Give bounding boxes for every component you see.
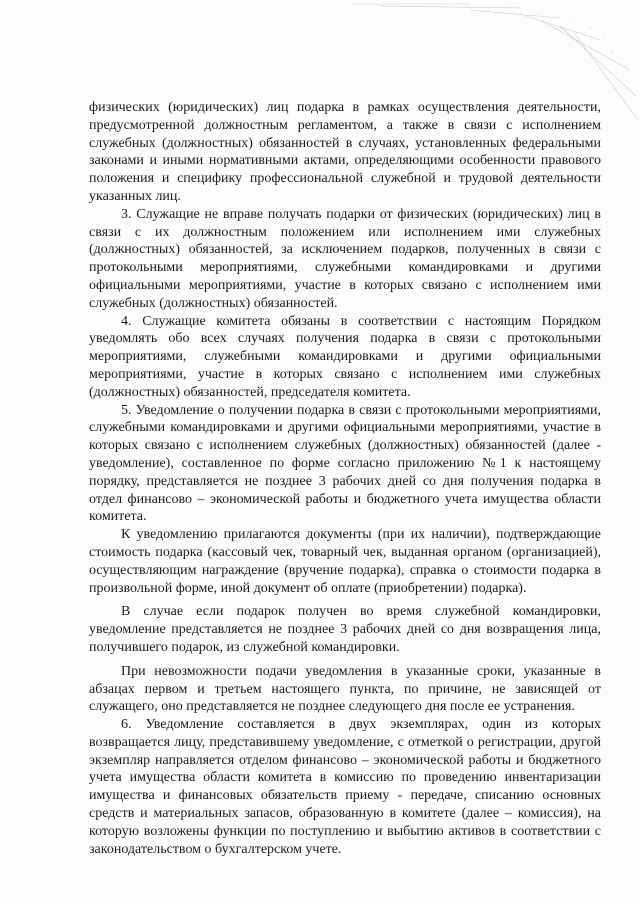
paragraph-continuation: физических (юридических) лиц подарка в рамках осуществления деятельности, предусмотренной должностным регламентом, а также в связи с исполнением служебных (должностных) обязанностей в случаях, установленных федеральными законами и иными нормативными актами, определяющими особенности правового положения и специфику профессиональной служебной и трудовой деятельности указанных лиц. (89, 100, 601, 204)
paragraph-business-trip: В случае если подарок получен во время служебной командировки, уведомление представляется не позднее 3 рабочих дней со дня возвращения лица, получившего подарок, из служебной командировки. (89, 604, 601, 655)
paragraph-impossibility: При невозможности подачи уведомления в указанные сроки, указанные в абзацах первом и третьем настоящего пункта, по причине, не зависящей от служащего, оно представляется не позднее следующего дня после ее устранения. (89, 663, 601, 715)
document-body (89, 99, 601, 858)
paragraph-item-5: 5. Уведомление о получении подарка в связи с протокольными мероприятиями, служебными командировками и другими официальными мероприятиями, участие в которых связано с исполнением служебных (должностных) обязанностей (далее - уведомление), составленное по форме согласно приложению №1 к настоящему порядку, представляется не позднее 3 рабочих дней со дня получения подарка в отдел финансово – экономической работы и бюджетного учета имущества области комитета. (89, 402, 601, 525)
paragraph-item-4: 4. Служащие комитета обязаны в соответствии с настоящим Порядком уведомлять обо всех случаях получения подарка в связи с протокольными мероприятиями, служебными командировками и другими официальными мероприятиями, участие в которых связано с исполнением ими служебных (должностных) обязанностей, председателя комитета. (89, 313, 601, 400)
paragraph-item-3: 3. Служащие не вправе получать подарки от физических (юридических) лиц в связи с их должностным положением или исполнением ими служебных (должностных) обязанностей, за исключением подарков, полученных в связи с протокольными мероприятиями, служебными командировками и другими официальными мероприятиями, участие в которых связано с исполнением ими служебных (должностных) обязанностей. (89, 206, 601, 311)
paragraph-item-6: 6. Уведомление составляется в двух экземплярах, один из которых возвращается лицу, представившему уведомление, с отметкой о регистрации, другой экземпляр направляется отделом финансово – экономической работы и бюджетного учета имущества области комитета в комиссию по проведению инвентаризации имущества и финансовых обязательств приему - передаче, списанию основных средств и материальных запасов, образованную в комитете (далее – комиссия), на которую возложены функции по поступлению и выбытию активов в соответствии с законодательством о бухгалтерском учете. (89, 717, 601, 857)
paragraph-attachments: К уведомлению прилагаются документы (при их наличии), подтверждающие стоимость подарка (кассовый чек, товарный чек, выданная органом (организацией), осуществляющим награждение (вручение подарка), справка о стоимости подарка в произвольной форме, иной документ об оплате (приобретении) подарка). (89, 527, 601, 596)
